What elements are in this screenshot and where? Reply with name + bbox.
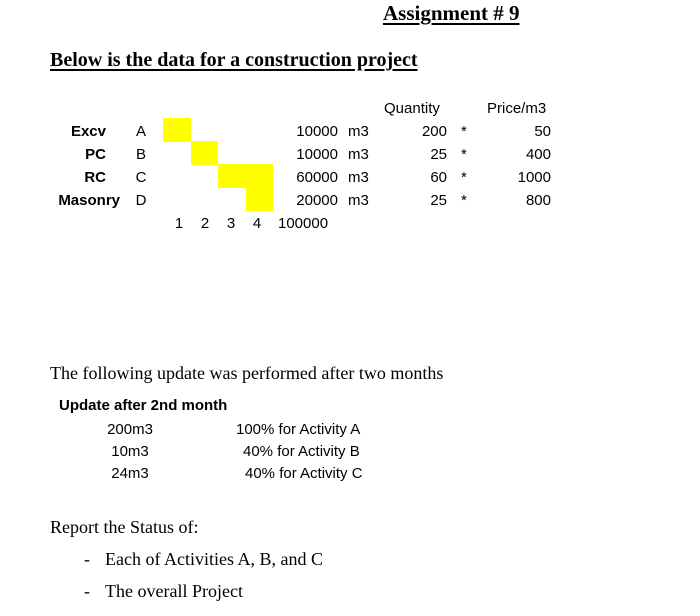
update-title: Update after 2nd month — [59, 397, 228, 414]
multiply-sign: * — [461, 146, 467, 163]
activity-name: Masonry — [58, 192, 120, 209]
activity-name: Excv — [70, 123, 106, 140]
report-item: Each of Activities A, B, and C — [105, 549, 323, 569]
activity-quantity: 25 — [430, 146, 447, 163]
update-quantity: 24m3 — [111, 465, 149, 482]
activity-code: C — [135, 169, 147, 186]
bullet-dash: - — [84, 549, 90, 569]
multiply-sign: * — [461, 169, 467, 186]
price-header: Price/m3 — [487, 100, 547, 117]
bullet-dash: - — [84, 581, 90, 601]
activity-quantity: 200 — [421, 123, 447, 140]
update-quantity: 10m3 — [111, 443, 149, 460]
gantt-bar-c — [218, 164, 273, 188]
month-label: 1 — [174, 215, 184, 232]
update-intro: The following update was performed after two months — [50, 363, 444, 383]
activity-code: B — [135, 146, 146, 163]
activity-volume: 10000 — [296, 123, 338, 140]
activity-volume: 20000 — [296, 192, 338, 209]
gantt-bar-d — [246, 187, 274, 211]
activity-price: 50 — [534, 123, 551, 140]
multiply-sign: * — [461, 192, 467, 209]
update-quantity: 200m3 — [107, 421, 153, 438]
gantt-bar-b — [191, 141, 219, 165]
activity-price: 400 — [525, 146, 551, 163]
total-volume: 100000 — [278, 215, 329, 232]
month-label: 4 — [252, 215, 262, 232]
activity-code: A — [135, 123, 146, 140]
activity-price: 1000 — [517, 169, 551, 186]
activity-volume: 10000 — [296, 146, 338, 163]
activity-name: RC — [84, 169, 106, 186]
gantt-bar-a — [163, 118, 191, 142]
assignment-title: Assignment # 9 — [383, 1, 520, 25]
update-progress: 100% for Activity A — [236, 421, 361, 438]
month-label: 3 — [226, 215, 236, 232]
report-title: Report the Status of: — [50, 517, 199, 537]
activity-volume: 60000 — [296, 169, 338, 186]
month-label: 2 — [200, 215, 210, 232]
activity-price: 800 — [525, 192, 551, 209]
activity-code: D — [135, 192, 147, 209]
update-progress: 40% for Activity C — [245, 465, 363, 482]
page-subtitle: Below is the data for a construction project — [50, 49, 418, 71]
update-progress: 40% for Activity B — [243, 443, 360, 460]
report-item: The overall Project — [105, 581, 243, 601]
multiply-sign: * — [461, 123, 467, 140]
activity-name: PC — [85, 146, 106, 163]
quantity-header: Quantity — [384, 100, 440, 117]
activity-unit: m3 — [348, 123, 369, 140]
activity-quantity: 25 — [430, 192, 447, 209]
activity-quantity: 60 — [430, 169, 447, 186]
activity-unit: m3 — [348, 146, 369, 163]
activity-unit: m3 — [348, 192, 369, 209]
activity-unit: m3 — [348, 169, 369, 186]
